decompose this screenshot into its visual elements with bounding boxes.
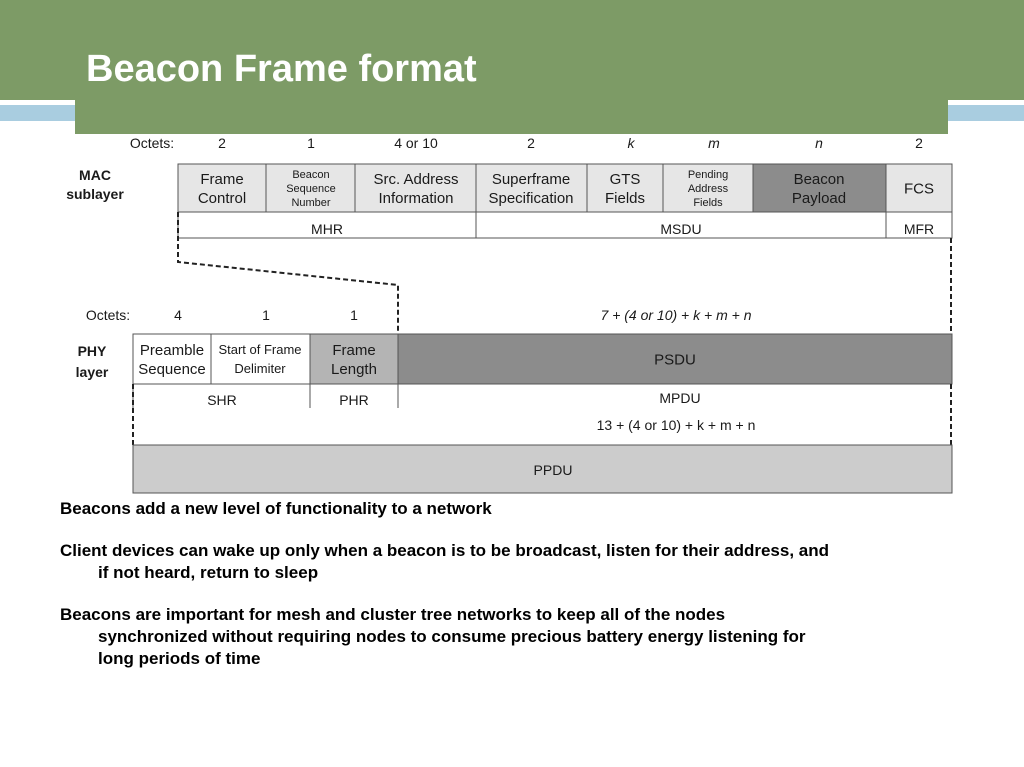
mac-field-label-5-1: Address [687,182,729,195]
mac-field-label-3-0: Superframe [491,170,571,188]
mac-octet-6: n [815,135,823,151]
mac-octet-2: 4 or 10 [394,135,438,151]
bullet-line: if not heard, return to sleep [98,563,319,582]
mac-field-label-3-1: Specification [488,189,574,207]
mac-octet-3: 2 [527,135,535,151]
bullet-item [60,540,1000,584]
phy-field-label-1-0: Start of Frame [218,342,302,358]
phy-field-label-0-0: Preamble [139,341,205,359]
phy-field-label-1-1: Delimiter [234,361,286,377]
mac-group-msdu: MSDU [660,221,702,237]
ppdu-label: PPDU [533,462,573,478]
phy-group-shr: SHR [207,392,237,408]
mac-layer-label-2: sublayer [66,186,124,202]
mac-field-label-4-1: Fields [604,189,646,207]
slide-title: Beacon Frame format [86,48,477,90]
mac-group-row [178,212,952,238]
mac-octet-1: 1 [307,135,315,151]
phy-octet-0: 4 [174,307,182,323]
mac-octets-label: Octets: [129,135,175,151]
mac-octet-7: 2 [915,135,923,151]
bullet-line: synchronized without requiring nodes to consume precious battery energy listening for [98,627,806,646]
mac-octet-5: m [708,135,720,151]
bullet-line: Client devices can wake up only when a beacon is to be broadcast, listen for their address, and [60,541,829,560]
bullet-list [60,498,1000,690]
mac-field-label-1-1: Sequence [286,182,336,195]
phy-octet-2: 1 [350,307,358,323]
phy-group-phr: PHR [339,392,369,408]
bullet-line: Beacons add a new level of functionality to a network [60,499,492,518]
phy-layer-label-1: PHY [77,343,107,359]
phy-field-label-2-1: Length [331,360,377,378]
mac-field-label-5-0: Pending [687,168,729,181]
phy-field-label-0-1: Sequence [138,360,206,378]
bullet-line: long periods of time [98,649,261,668]
phy-field-label-3-0: PSDU [654,351,696,369]
mac-field-label-1-2: Number [291,196,331,209]
phy-octet-1: 1 [262,307,270,323]
mac-field-label-4-0: GTS [609,170,641,188]
mac-octet-0: 2 [218,135,226,151]
phy-octets-label: Octets: [85,307,131,323]
mac-field-label-2-0: Src. Address [373,170,459,188]
mac-field-label-5-2: Fields [693,196,723,209]
phy-layer-label-2: layer [75,364,109,380]
phy-octet-3: 7 + (4 or 10) + k + m + n [600,307,752,323]
mac-octet-4: k [627,135,635,151]
mac-group-mhr: MHR [311,221,343,237]
bullet-item [60,498,1000,520]
phy-group-mpdu: MPDU [659,390,701,406]
bullet-item [60,604,1000,670]
mac-field-label-1-0: Beacon [292,168,330,181]
mac-field-label-7-0: FCS [904,180,934,198]
bullet-line: Beacons are important for mesh and cluster tree networks to keep all of the nodes [60,605,726,624]
mac-field-label-6-0: Beacon [793,170,845,188]
mac-group-mfr: MFR [903,221,935,237]
mac-field-label-0-0: Frame [200,170,244,188]
mac-layer-label-1: MAC [79,167,111,183]
mac-field-label-2-1: Information [378,189,454,207]
mac-field-label-6-1: Payload [791,189,847,207]
mac-field-label-0-1: Control [197,189,247,207]
phy-field-label-2-0: Frame [332,341,376,359]
mpdu-size: 13 + (4 or 10) + k + m + n [596,417,756,433]
